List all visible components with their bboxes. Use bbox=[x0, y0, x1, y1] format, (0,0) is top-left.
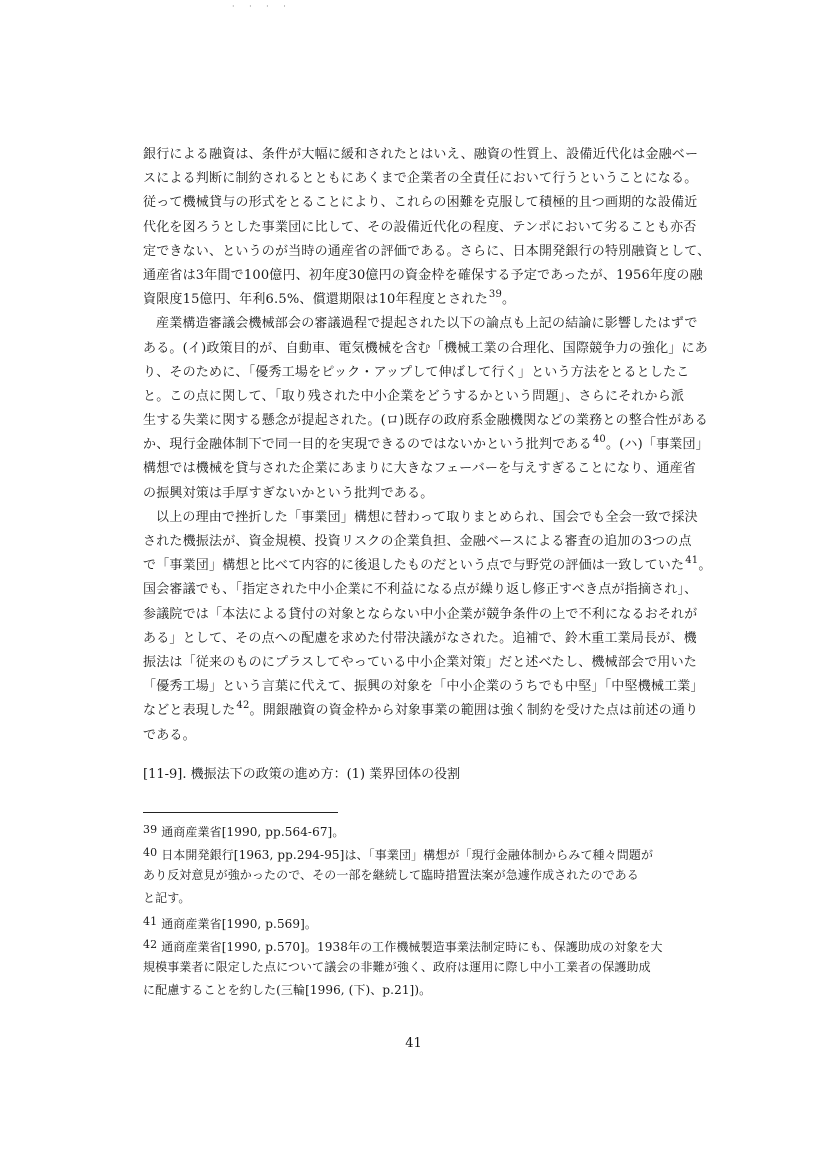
line-text: スによる判断に制約されるとともにあくまで企業者の全責任において行うということになる。 bbox=[143, 171, 698, 187]
line-text: り、そのために、「優秀工場をピック・アップして伸ばして行く」という方法をとるとしたこ bbox=[143, 364, 690, 380]
paragraph bbox=[143, 506, 712, 748]
text-line bbox=[143, 361, 712, 385]
line-text: ある」として、その点への配慮を求めた付帯決議がなされた。追補で、鈴木重工業局長が、機 bbox=[143, 630, 697, 646]
text-line bbox=[143, 724, 712, 748]
paragraph bbox=[143, 143, 712, 312]
text-line bbox=[143, 699, 712, 723]
footnote-line bbox=[143, 910, 712, 933]
line-text: 銀行による融資は、条件が大幅に緩和されたとはいえ、融資の性質上、設備近代化は金融ベー bbox=[143, 147, 699, 162]
line-text: などと表現した bbox=[143, 703, 236, 719]
footnote-number: 39 bbox=[143, 823, 158, 836]
line-text: 生する失業に関する懸念が提起された。(ロ)既存の政府系金融機関などの業務との整合性がある bbox=[143, 413, 708, 429]
line-text: 定できない、というのが当時の通産省の評価である。さらに、日本開発銀行の特別融資として、 bbox=[143, 243, 711, 259]
footnote-number: 40 bbox=[143, 846, 158, 859]
footnote-item bbox=[143, 910, 712, 933]
line-text: の振興対策は手厚すぎないかという批判である。 bbox=[143, 485, 434, 501]
footnote-text: と記す。 bbox=[143, 891, 191, 905]
footnote-line bbox=[143, 887, 712, 910]
paragraph bbox=[143, 312, 712, 506]
footnote-line bbox=[143, 818, 712, 841]
text-line bbox=[143, 651, 712, 675]
text-line bbox=[143, 312, 712, 336]
footnote-ref: 40 bbox=[592, 434, 606, 446]
line-text: である。 bbox=[143, 727, 196, 743]
footnote-line bbox=[143, 956, 712, 979]
line-text: された機振法が、資金規模、投資リスクの企業負担、金融ベースによる審査の追加の3つの点 bbox=[143, 534, 692, 549]
text-line bbox=[143, 603, 712, 627]
line-text: 従って機械貸与の形式をとることにより、これらの困難を克服して積極的且つ画期的な設備近 bbox=[143, 195, 698, 211]
footnote-text: 通商産業省[1990, p.569]。 bbox=[161, 917, 318, 931]
footnote-text: 通商産業省[1990, pp.564-67]。 bbox=[161, 825, 345, 839]
line-text-tail: 。 bbox=[698, 558, 712, 574]
line-text: ある。(イ)政策目的が、自動車、電気機械を含む「機械工業の合理化、国際競争力の強化」にあ bbox=[143, 340, 708, 356]
line-text: 産業構造審議会機械部会の審議過程で提起された以下の論点も上記の結論に影響したはずで bbox=[156, 316, 698, 332]
text-line bbox=[143, 216, 712, 240]
text-line bbox=[143, 578, 712, 602]
footnote-text: 規模事業者に限定した点について議会の非難が強く、政府は運用に際し中小工業者の保護助成 bbox=[143, 960, 651, 974]
footnote-item bbox=[143, 818, 712, 841]
text-line bbox=[143, 506, 712, 530]
footnote-ref: 39 bbox=[488, 289, 503, 301]
footnote-text: あり反対意見が強かったので、その一部を継続して臨時措置法案が急遽作成されたのである bbox=[143, 868, 639, 882]
footnote-text: に配慮することを約した(三輪[1996, (下)、p.21])。 bbox=[143, 983, 432, 997]
section-heading: [11-9]. 機振法下の政策の進め方：(1) 業界団体の役割 bbox=[143, 767, 461, 782]
footnote-number: 42 bbox=[143, 938, 158, 951]
footnote-ref: 42 bbox=[236, 700, 250, 712]
line-text: 資限度15億円、年利6.5%、償還期限は10年程度とされた bbox=[143, 292, 488, 308]
text-line bbox=[143, 288, 712, 312]
line-text: 振法は「従来のものにプラスしてやっている中小企業対策」だと述べたし、機械部会で用いた bbox=[143, 654, 698, 670]
line-text-tail: 。(ハ)「事業団」 bbox=[605, 437, 709, 453]
text-line bbox=[143, 385, 712, 409]
text-line bbox=[143, 675, 712, 699]
scan-marks: · · · · bbox=[232, 2, 292, 11]
line-text: 参議院では「本法による貸付の対象とならない中小企業が競争条件の上で不利になるおそれが bbox=[143, 606, 698, 622]
line-text: か、現行金融体制下で同一目的を実現できるのではないかという批判である bbox=[143, 437, 592, 453]
footnotes bbox=[143, 818, 712, 1002]
line-text: 国会審議でも、「指定された中小企業に不利益になる点が繰り返し修正すべき点が指摘され」、 bbox=[143, 582, 698, 598]
footnote-line bbox=[143, 841, 712, 864]
text-line bbox=[143, 191, 712, 215]
footnote-ref: 41 bbox=[685, 555, 699, 567]
text-line bbox=[143, 167, 712, 191]
text-line bbox=[143, 530, 712, 554]
footnote-text: 通商産業省[1990, p.570]。1938年の工作機械製造事業法制定時にも、保護助成の対象を大 bbox=[161, 940, 663, 954]
line-text: で「事業団」構想と比べて内容的に後退したものだという点で与野党の評価は一致していた bbox=[143, 558, 685, 574]
footnote-item bbox=[143, 841, 712, 910]
footnote-divider bbox=[143, 812, 338, 813]
line-text: 通産省は3年間で100億円、初年度30億円の資金枠を確保する予定であったが、1956年度の融 bbox=[143, 267, 703, 283]
footnote-number: 41 bbox=[143, 915, 158, 928]
line-text: 「優秀工場」という言葉に代えて、振興の対象を「中小企業のうちでも中堅」「中堅機械工業」 bbox=[143, 679, 704, 695]
text-line bbox=[143, 240, 712, 264]
text-line bbox=[143, 554, 712, 578]
footnote-line bbox=[143, 864, 712, 887]
footnote-line bbox=[143, 979, 712, 1002]
page-number: 41 bbox=[405, 1036, 422, 1051]
text-line bbox=[143, 433, 712, 457]
text-line bbox=[143, 264, 712, 288]
line-text-tail: 。 bbox=[502, 292, 516, 308]
text-line bbox=[143, 409, 712, 433]
body-text bbox=[143, 143, 712, 748]
line-text: 代化を図ろうとした事業団に比して、その設備近代化の程度、テンポにおいて劣ることも亦否 bbox=[143, 219, 697, 235]
line-text: 以上の理由で挫折した「事業団」構想に替わって取りまとめられ、国会でも全会一致で採決 bbox=[156, 509, 698, 525]
text-line bbox=[143, 482, 712, 506]
text-line bbox=[143, 337, 712, 361]
text-line bbox=[143, 627, 712, 651]
footnote-text: 日本開発銀行[1963, pp.294-95]は、「事業団」構想が「現行金融体制からみて種々問題が bbox=[161, 848, 654, 862]
line-text: と。この点に関して、「取り残された中小企業をどうするかという問題」、さらにそれから派 bbox=[143, 388, 685, 404]
line-text-tail: 。開銀融資の資金枠から対象事業の範囲は強く制約を受けた点は前述の通り bbox=[249, 703, 699, 719]
text-line bbox=[143, 143, 712, 167]
line-text: 構想では機械を貸与された企業にあまりに大きなフェーバーを与えすぎることになり、通産省 bbox=[143, 461, 697, 477]
footnote-item bbox=[143, 933, 712, 1002]
text-line bbox=[143, 457, 712, 481]
footnote-line bbox=[143, 933, 712, 956]
